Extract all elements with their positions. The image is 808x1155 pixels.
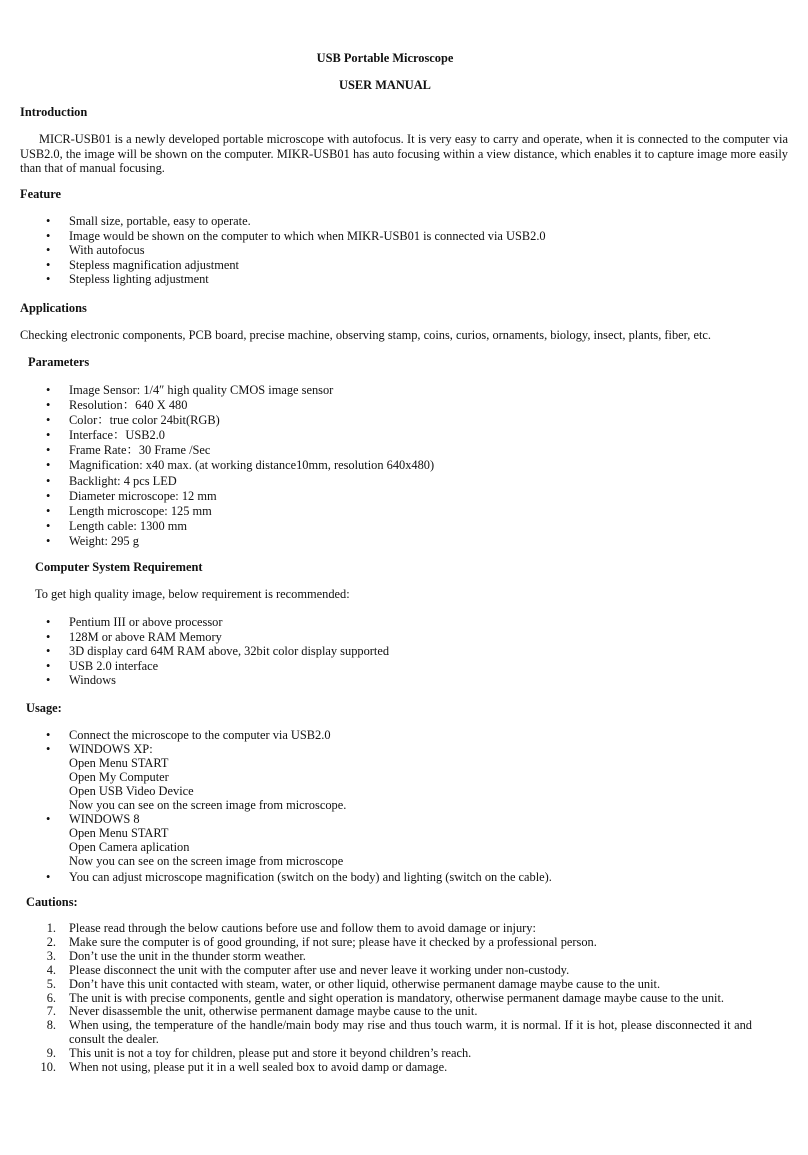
feature-heading: Feature [20,187,62,201]
list-item: • Length cable: 1300 mm [46,518,188,533]
usage-step: Open My Computer [69,770,169,784]
bullet-icon: • [46,413,51,428]
list-item: • Small size, portable, easy to operate. [46,214,251,228]
requirements-heading: Computer System Requirement [35,560,203,574]
bullet-icon: • [46,629,51,644]
list-item: 3. Don’t use the unit in the thunder storm weather. [46,948,306,963]
list-item: • Interface：USB2.0 [46,428,165,443]
list-item: • Frame Rate：30 Frame /Sec [46,443,211,458]
cautions-list [40,921,752,1075]
list-item: • Resolution：640 X 480 [46,398,188,413]
bullet-icon: • [46,243,51,258]
requirements-intro: To get high quality image, below requirement is recommended: [35,587,350,601]
bullet-icon: • [46,428,51,443]
caution-number: 9. [46,1046,56,1061]
list-item: 4. Please disconnect the unit with the computer after use and never leave it working under non-custody. [46,962,570,977]
list-item: • With autofocus [46,243,145,258]
list-item: • Connect the microscope to the computer via USB2.0 [46,728,331,742]
usage-step: Open Camera aplication [69,840,190,854]
caution-number: 4. [46,962,56,977]
caution-number: 8. [46,1018,56,1033]
caution-number: 5. [46,976,56,991]
caution-number: 7. [46,1004,56,1019]
bullet-icon: • [46,257,51,272]
list-item: • Image Sensor: 1/4″ high quality CMOS image sensor [46,383,334,397]
list-item: • USB 2.0 interface [46,658,159,673]
list-item: • Windows [46,673,116,688]
bullet-icon: • [46,615,51,629]
applications-text: Checking electronic components, PCB board, precise machine, observing stamp, coins, curios, ornaments, biology, insect, plants, fiber, etc. [20,328,712,342]
list-item: 10. When not using, please put it in a well sealed box to avoid damp or damage. [40,1060,448,1075]
applications-heading: Applications [20,301,87,315]
requirements-list [46,615,769,688]
list-item: 5. Don’t have this unit contacted with steam, water, or other liquid, otherwise permanent damage maybe cause to the unit. [46,976,661,991]
bullet-icon: • [46,272,51,287]
bullet-icon: • [46,518,51,533]
list-item: • 128M or above RAM Memory [46,629,222,644]
list-item: • 3D display card 64M RAM above, 32bit color display supported [46,644,390,659]
usage-step: Open Menu START [69,756,169,770]
list-item: 2. Make sure the computer is of good grounding, if not sure; please have it checked by a professional person. [46,934,597,949]
list-item: • Pentium III or above processor [46,615,223,629]
caution-number: 3. [46,948,56,963]
list-item: 1. Please read through the below cautions before use and follow them to avoid damage or injury: [46,921,536,935]
usage-list [46,728,769,884]
list-item: • Magnification: x40 max. (at working distance10mm, resolution 640x480) [46,458,435,473]
list-item: • Stepless magnification adjustment [46,257,239,272]
caution-number: 2. [46,934,56,949]
bullet-icon: • [46,443,51,458]
list-item: • Color：true color 24bit(RGB) [46,413,220,428]
list-item: • Length microscope: 125 mm [46,503,212,518]
list-item: • Weight: 295 g [46,533,139,548]
list-item: 6. The unit is with precise components, gentle and sight operation is mandatory, otherwise permanent damage maybe cause to the unit. [46,990,725,1005]
windows-8-label: WINDOWS 8 [69,812,140,826]
parameters-list [46,383,769,549]
cautions-heading: Cautions: [26,895,78,909]
bullet-icon: • [46,673,51,688]
usage-heading: Usage: [26,701,62,715]
list-item: 8. When using, the temperature of the handle/main body may rise and thus touch warm, it is normal. If it is hot, please disconnected it and consult the dealer. [46,1018,752,1047]
manual-title: USB Portable Microscope [316,51,454,65]
caution-number: 10. [40,1060,56,1075]
bullet-icon: • [46,533,51,548]
list-item: • Diameter microscope: 12 mm [46,488,217,503]
bullet-icon: • [46,228,51,243]
bullet-icon: • [46,458,51,473]
list-item: • Backlight: 4 pcs LED [46,473,177,488]
list-item: • Image would be shown on the computer to which when MIKR-USB01 is connected via USB2.0 [46,228,546,243]
introduction-heading: Introduction [20,105,88,119]
feature-list [46,214,769,287]
bullet-icon: • [46,383,51,397]
usage-step: Open USB Video Device [69,784,194,798]
bullet-icon: • [46,658,51,673]
manual-subtitle: USER MANUAL [339,78,431,92]
usage-step: Now you can see on the screen image from microscope. [69,798,347,812]
bullet-icon: • [46,503,51,518]
list-item: 7. Never disassemble the unit, otherwise permanent damage maybe cause to the unit. [46,1004,478,1019]
bullet-icon: • [46,398,51,413]
usage-step: Now you can see on the screen image from microscope [69,854,344,868]
bullet-icon: • [46,812,51,826]
windows-xp-label: WINDOWS XP: [69,742,153,756]
bullet-icon: • [46,644,51,659]
introduction-text: MICR-USB01 is a newly developed portable microscope with autofocus. It is very easy to carry and operate, when it is connected to the computer via USB2.0, the image will be shown on the computer. MIKR-USB01 has auto focusing within a view distance, which enables it to capture image more easily than that of manual focusing. [20,132,788,176]
bullet-icon: • [46,728,51,742]
caution-number: 1. [46,921,56,935]
usage-step: Open Menu START [69,826,169,840]
bullet-icon: • [46,870,51,884]
list-item: • You can adjust microscope magnification (switch on the body) and lighting (switch on the cable). [46,870,552,884]
list-item: 9. This unit is not a toy for children, please put and store it beyond children’s reach. [46,1046,472,1061]
bullet-icon: • [46,488,51,503]
list-item [46,742,769,812]
parameters-heading: Parameters [28,355,90,369]
bullet-icon: • [46,742,51,756]
list-item [46,812,769,868]
caution-number: 6. [46,990,56,1005]
bullet-icon: • [46,473,51,488]
bullet-icon: • [46,214,51,228]
list-item: • Stepless lighting adjustment [46,272,209,287]
